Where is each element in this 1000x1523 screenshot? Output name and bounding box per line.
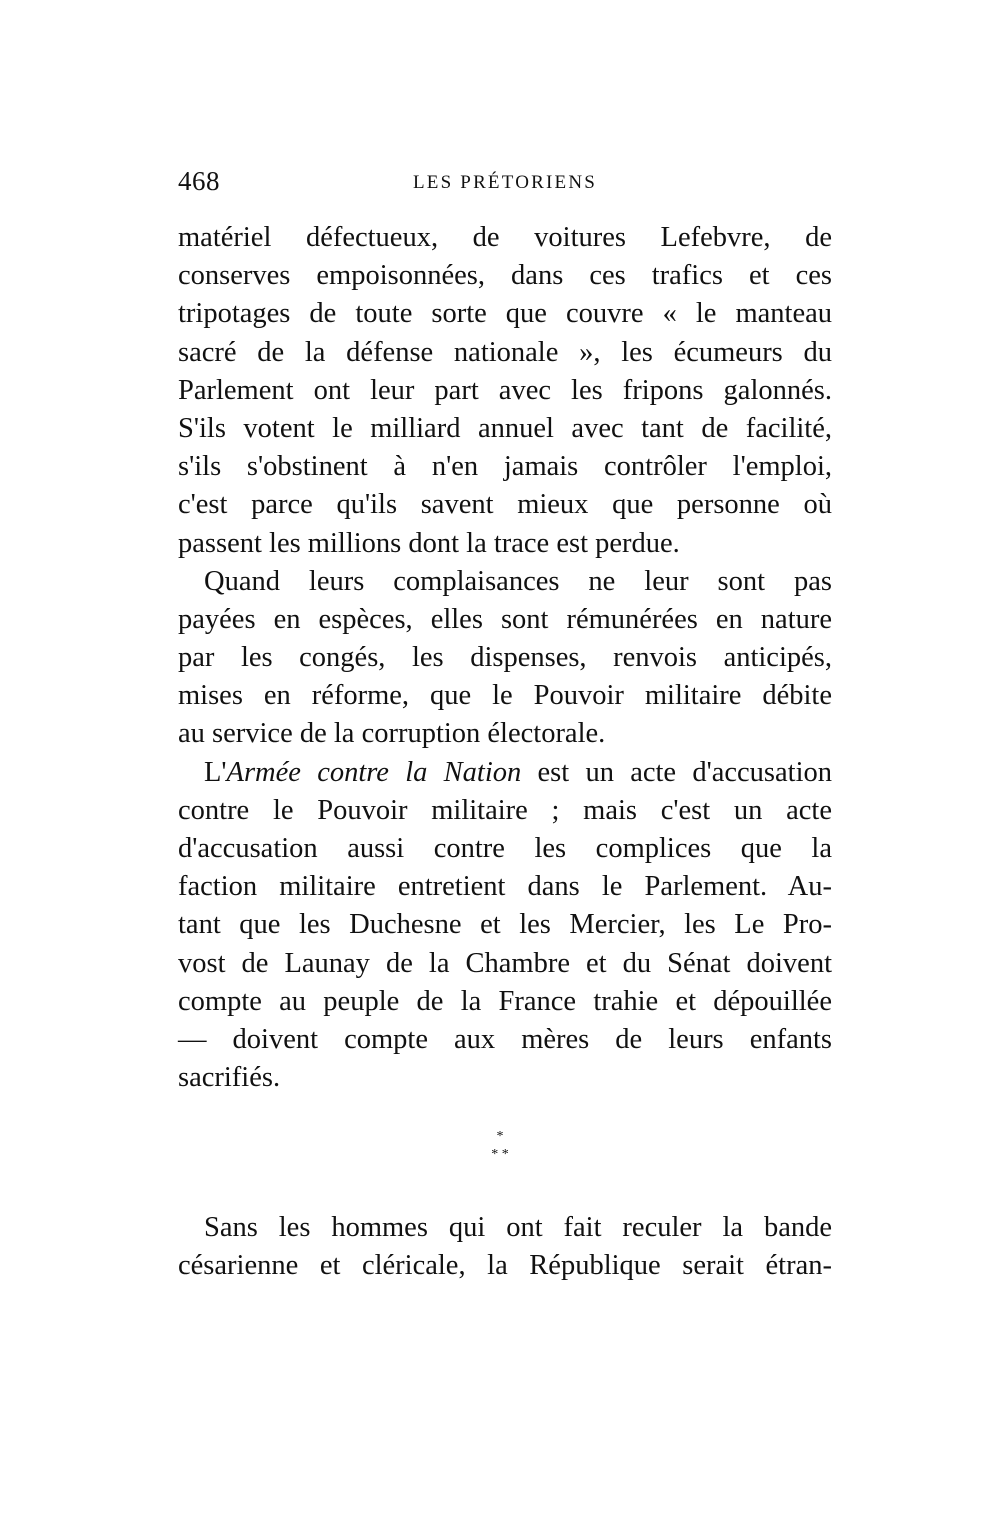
text-line: payées en espèces, elles sont rémunérées en nature bbox=[178, 603, 832, 635]
text-line: — doivent compte aux mères de leurs enfants bbox=[178, 1023, 832, 1055]
page-number: 468 bbox=[178, 166, 220, 196]
text-line: contre le Pouvoir militaire ; mais c'est un acte bbox=[178, 794, 832, 826]
text-line: s'ils s'obstinent à n'en jamais contrôler l'emploi, bbox=[178, 451, 832, 483]
text-line: d'accusation aussi contre les complices que la bbox=[178, 833, 832, 864]
text-line: passent les millions dont la trace est perdue. bbox=[178, 527, 680, 559]
text-line: sacrifiés. bbox=[178, 1062, 281, 1094]
asterism-top: * bbox=[496, 1129, 504, 1144]
text-line: Parlement ont leur part avec les fripons galonnés. bbox=[178, 374, 832, 406]
running-head bbox=[178, 166, 832, 202]
running-title: LES PRÉTORIENS bbox=[412, 172, 598, 193]
text-line: matériel défectueux, de voitures Lefebvre, de bbox=[178, 222, 832, 253]
text-line: sacré de la défense nationale », les écumeurs du bbox=[178, 336, 832, 368]
text-line: conserves empoisonnées, dans ces trafics et ces bbox=[178, 260, 832, 292]
closing-text bbox=[178, 1209, 832, 1285]
text-fragment: est un acte d'accusation bbox=[521, 756, 832, 788]
text-line: tripotages de toute sorte que couvre « le manteau bbox=[178, 298, 832, 330]
text-line: Quand leurs complaisances ne leur sont pas bbox=[204, 565, 832, 597]
asterism-bottom: * * bbox=[491, 1147, 509, 1162]
text-line: tant que les Duchesne et les Mercier, les Le Pro- bbox=[178, 909, 832, 941]
section-break-asterism bbox=[470, 1128, 530, 1168]
text-line: césarienne et cléricale, la République serait étran- bbox=[178, 1250, 832, 1282]
book-title-italic: Armée contre la Nation bbox=[226, 756, 522, 788]
text-line: c'est parce qu'ils savent mieux que personne où bbox=[178, 489, 832, 521]
text-line: compte au peuple de la France trahie et dépouillée bbox=[178, 985, 832, 1017]
text-line: vost de Launay de la Chambre et du Sénat doivent bbox=[178, 947, 832, 979]
text-line: au service de la corruption électorale. bbox=[178, 718, 606, 750]
text-line: Sans les hommes qui ont fait reculer la bande bbox=[204, 1212, 832, 1243]
text-line bbox=[178, 754, 832, 792]
body-text bbox=[178, 219, 832, 1097]
text-line: S'ils votent le milliard annuel avec tant de facilité, bbox=[178, 412, 832, 444]
text-line: par les congés, les dispenses, renvois anticipés, bbox=[178, 642, 832, 674]
text-line: mises en réforme, que le Pouvoir militaire débite bbox=[178, 680, 832, 712]
text-fragment: L' bbox=[204, 756, 227, 788]
text-line: faction militaire entretient dans le Parlement. Au- bbox=[178, 871, 832, 903]
